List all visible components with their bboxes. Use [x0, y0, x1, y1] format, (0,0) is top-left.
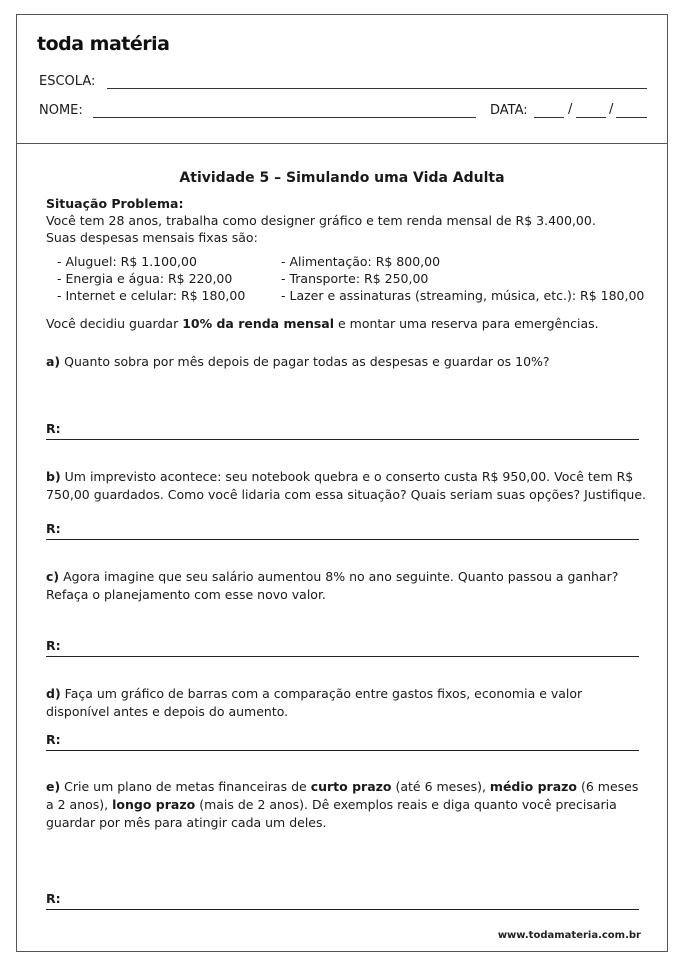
date-year-line[interactable]	[616, 117, 647, 118]
answer-line-a[interactable]	[46, 439, 639, 440]
answer-label: R:	[46, 732, 61, 747]
answer-label: R:	[46, 421, 61, 436]
savings-text: Você decidiu guardar 10% da renda mensal e montar uma reserva para emergências.	[46, 316, 599, 331]
answer-label: R:	[46, 638, 61, 653]
name-input-line[interactable]	[93, 117, 476, 118]
intro-text: Você tem 28 anos, trabalha como designer gráfico e tem renda mensal de R$ 3.400,00.	[46, 213, 596, 228]
date-label: DATA:	[490, 103, 528, 118]
school-input-line[interactable]	[107, 88, 647, 89]
expense-item: - Transporte: R$ 250,00	[281, 271, 429, 286]
answer-label: R:	[46, 521, 61, 536]
answer-label: R:	[46, 891, 61, 906]
date-day-line[interactable]	[534, 117, 564, 118]
date-separator: /	[609, 102, 614, 117]
header-divider	[17, 143, 667, 144]
expense-item: - Alimentação: R$ 800,00	[281, 254, 441, 269]
question-a: a) Quanto sobra por mês depois de pagar todas as despesas e guardar os 10%?	[46, 354, 550, 369]
school-label: ESCOLA:	[39, 74, 96, 89]
answer-line-b[interactable]	[46, 539, 639, 540]
name-label: NOME:	[39, 103, 83, 118]
date-separator: /	[568, 102, 573, 117]
answer-line-d[interactable]	[46, 750, 639, 751]
expense-item: - Internet e celular: R$ 180,00	[57, 288, 246, 303]
question-b: b) Um imprevisto acontece: seu notebook quebra e o conserto custa R$ 950,00. Você tem R$ 750,00 guardados. Como você lidaria com essa situação? Quais seriam suas opções? Justifique.	[46, 469, 646, 502]
expense-item: - Lazer e assinaturas (streaming, música, etc.): R$ 180,00	[281, 288, 645, 303]
footer-url: www.todamateria.com.br	[497, 930, 641, 941]
problem-heading: Situação Problema:	[46, 196, 184, 211]
expense-item: - Energia e água: R$ 220,00	[57, 271, 233, 286]
activity-title: Atividade 5 – Simulando uma Vida Adulta	[179, 170, 505, 186]
date-month-line[interactable]	[576, 117, 606, 118]
question-d: d) Faça um gráfico de barras com a comparação entre gastos fixos, economia e valor disponível antes e depois do aumento.	[46, 686, 583, 719]
answer-line-e[interactable]	[46, 909, 639, 910]
brand-logo: toda matéria	[37, 33, 170, 55]
question-e: e) Crie um plano de metas financeiras de curto prazo (até 6 meses), médio prazo (6 meses a 2 anos), longo prazo (mais de 2 anos). Dê exemplos reais e diga quanto você precisaria guardar por mês para atingir cada um deles.	[46, 779, 639, 830]
question-c: c) Agora imagine que seu salário aumentou 8% no ano seguinte. Quanto passou a ganhar? Refaça o planejamento com esse novo valor.	[46, 569, 619, 602]
answer-line-c[interactable]	[46, 656, 639, 657]
worksheet-page	[16, 14, 668, 952]
intro-text: Suas despesas mensais fixas são:	[46, 230, 258, 245]
expense-item: - Aluguel: R$ 1.100,00	[57, 254, 197, 269]
